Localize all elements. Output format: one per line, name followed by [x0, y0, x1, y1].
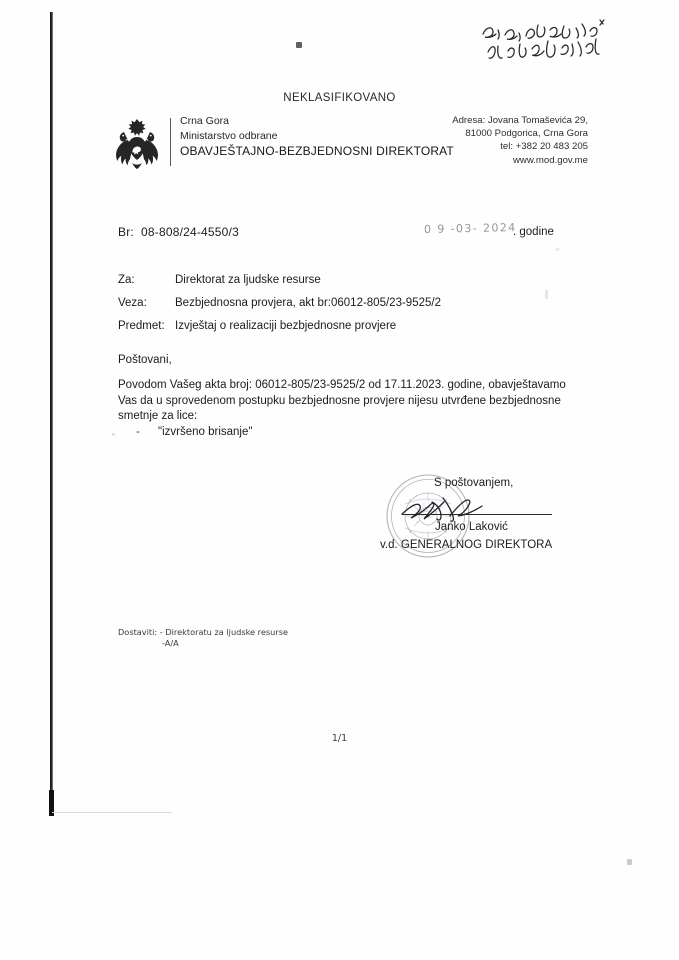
- scan-speck-icon: [556, 248, 559, 251]
- salutation: Poštovani,: [118, 354, 172, 366]
- organization-block: [180, 114, 454, 159]
- coat-of-arms-icon: [108, 116, 166, 172]
- field-row: [118, 274, 588, 286]
- scan-edge-tail-artifact: [52, 812, 172, 813]
- list-marker: -: [136, 426, 140, 438]
- dispatch-line: Dostaviti: - Direktoratu za ljudske resurse: [118, 627, 289, 637]
- body-paragraph: Povodom Vašeg akta broj: 06012-805/23-9525/2 od 17.11.2023. godine, obavještavamo Vas da u sprovedenom postupku bezbjednosne provjere nijesu utvrđene bezbjednosne smetnje za lice:: [118, 379, 566, 422]
- field-label: Veza:: [118, 297, 147, 309]
- addressing-fields: [118, 274, 588, 343]
- page-number: 1/1: [331, 733, 348, 744]
- redaction-note: [136, 426, 436, 438]
- reference-number: [118, 225, 239, 239]
- address-street: Adresa: Jovana Tomaševića 29,: [452, 115, 588, 126]
- reference-number-label: Br:: [118, 225, 134, 239]
- signatory-name: Janko Laković: [435, 521, 508, 533]
- classification-marking: NEKLASIFIKOVANO: [283, 92, 396, 104]
- address-city: 81000 Podgorica, Crna Gora: [465, 128, 588, 140]
- address-phone: tel: +382 20 483 205: [500, 141, 588, 153]
- field-label: Za:: [118, 274, 135, 286]
- address-block: [452, 114, 588, 167]
- scan-speck-icon: [627, 859, 632, 865]
- letterhead: [108, 114, 588, 176]
- address-website: www.mod.gov.me: [513, 154, 588, 166]
- reference-number-value: 08-808/24-4550/3: [141, 225, 239, 239]
- directorate-name: OBAVJEŠTAJNO-BEZBJEDNOSNI DIREKTORAT: [180, 144, 454, 158]
- date-stamp: 0 9 -03- 2024: [423, 221, 517, 236]
- field-value: Bezbjednosna provjera, akt br:06012-805/23-9525/2: [175, 297, 441, 309]
- redaction-text: "izvršeno brisanje": [158, 426, 253, 438]
- signatory-title: v.d. GENERALNOG DIREKTORA: [380, 539, 553, 551]
- country-name: Crna Gora: [180, 115, 230, 127]
- field-row: [118, 320, 588, 332]
- field-value: Direktorat za ljudske resurse: [175, 274, 321, 286]
- field-label: Predmet:: [118, 320, 165, 332]
- ministry-name: Ministarstvo odbrane: [180, 129, 278, 142]
- field-row: [118, 297, 588, 309]
- scan-speck-icon: [296, 42, 302, 48]
- signature-closing: S poštovanjem,: [434, 477, 514, 489]
- date-suffix: . godine: [513, 226, 554, 238]
- handwritten-annotation: [478, 8, 618, 66]
- scan-edge-artifact: [50, 12, 53, 815]
- field-value: Izvještaj o realizaciji bezbjednosne provjere: [175, 320, 397, 332]
- letterhead-divider: [170, 118, 171, 166]
- dispatch-list: [118, 627, 288, 648]
- signature-line: [402, 514, 552, 515]
- signature-block: [380, 470, 580, 566]
- scan-speck-icon: [112, 433, 115, 436]
- dispatch-line: -A/A: [162, 637, 179, 648]
